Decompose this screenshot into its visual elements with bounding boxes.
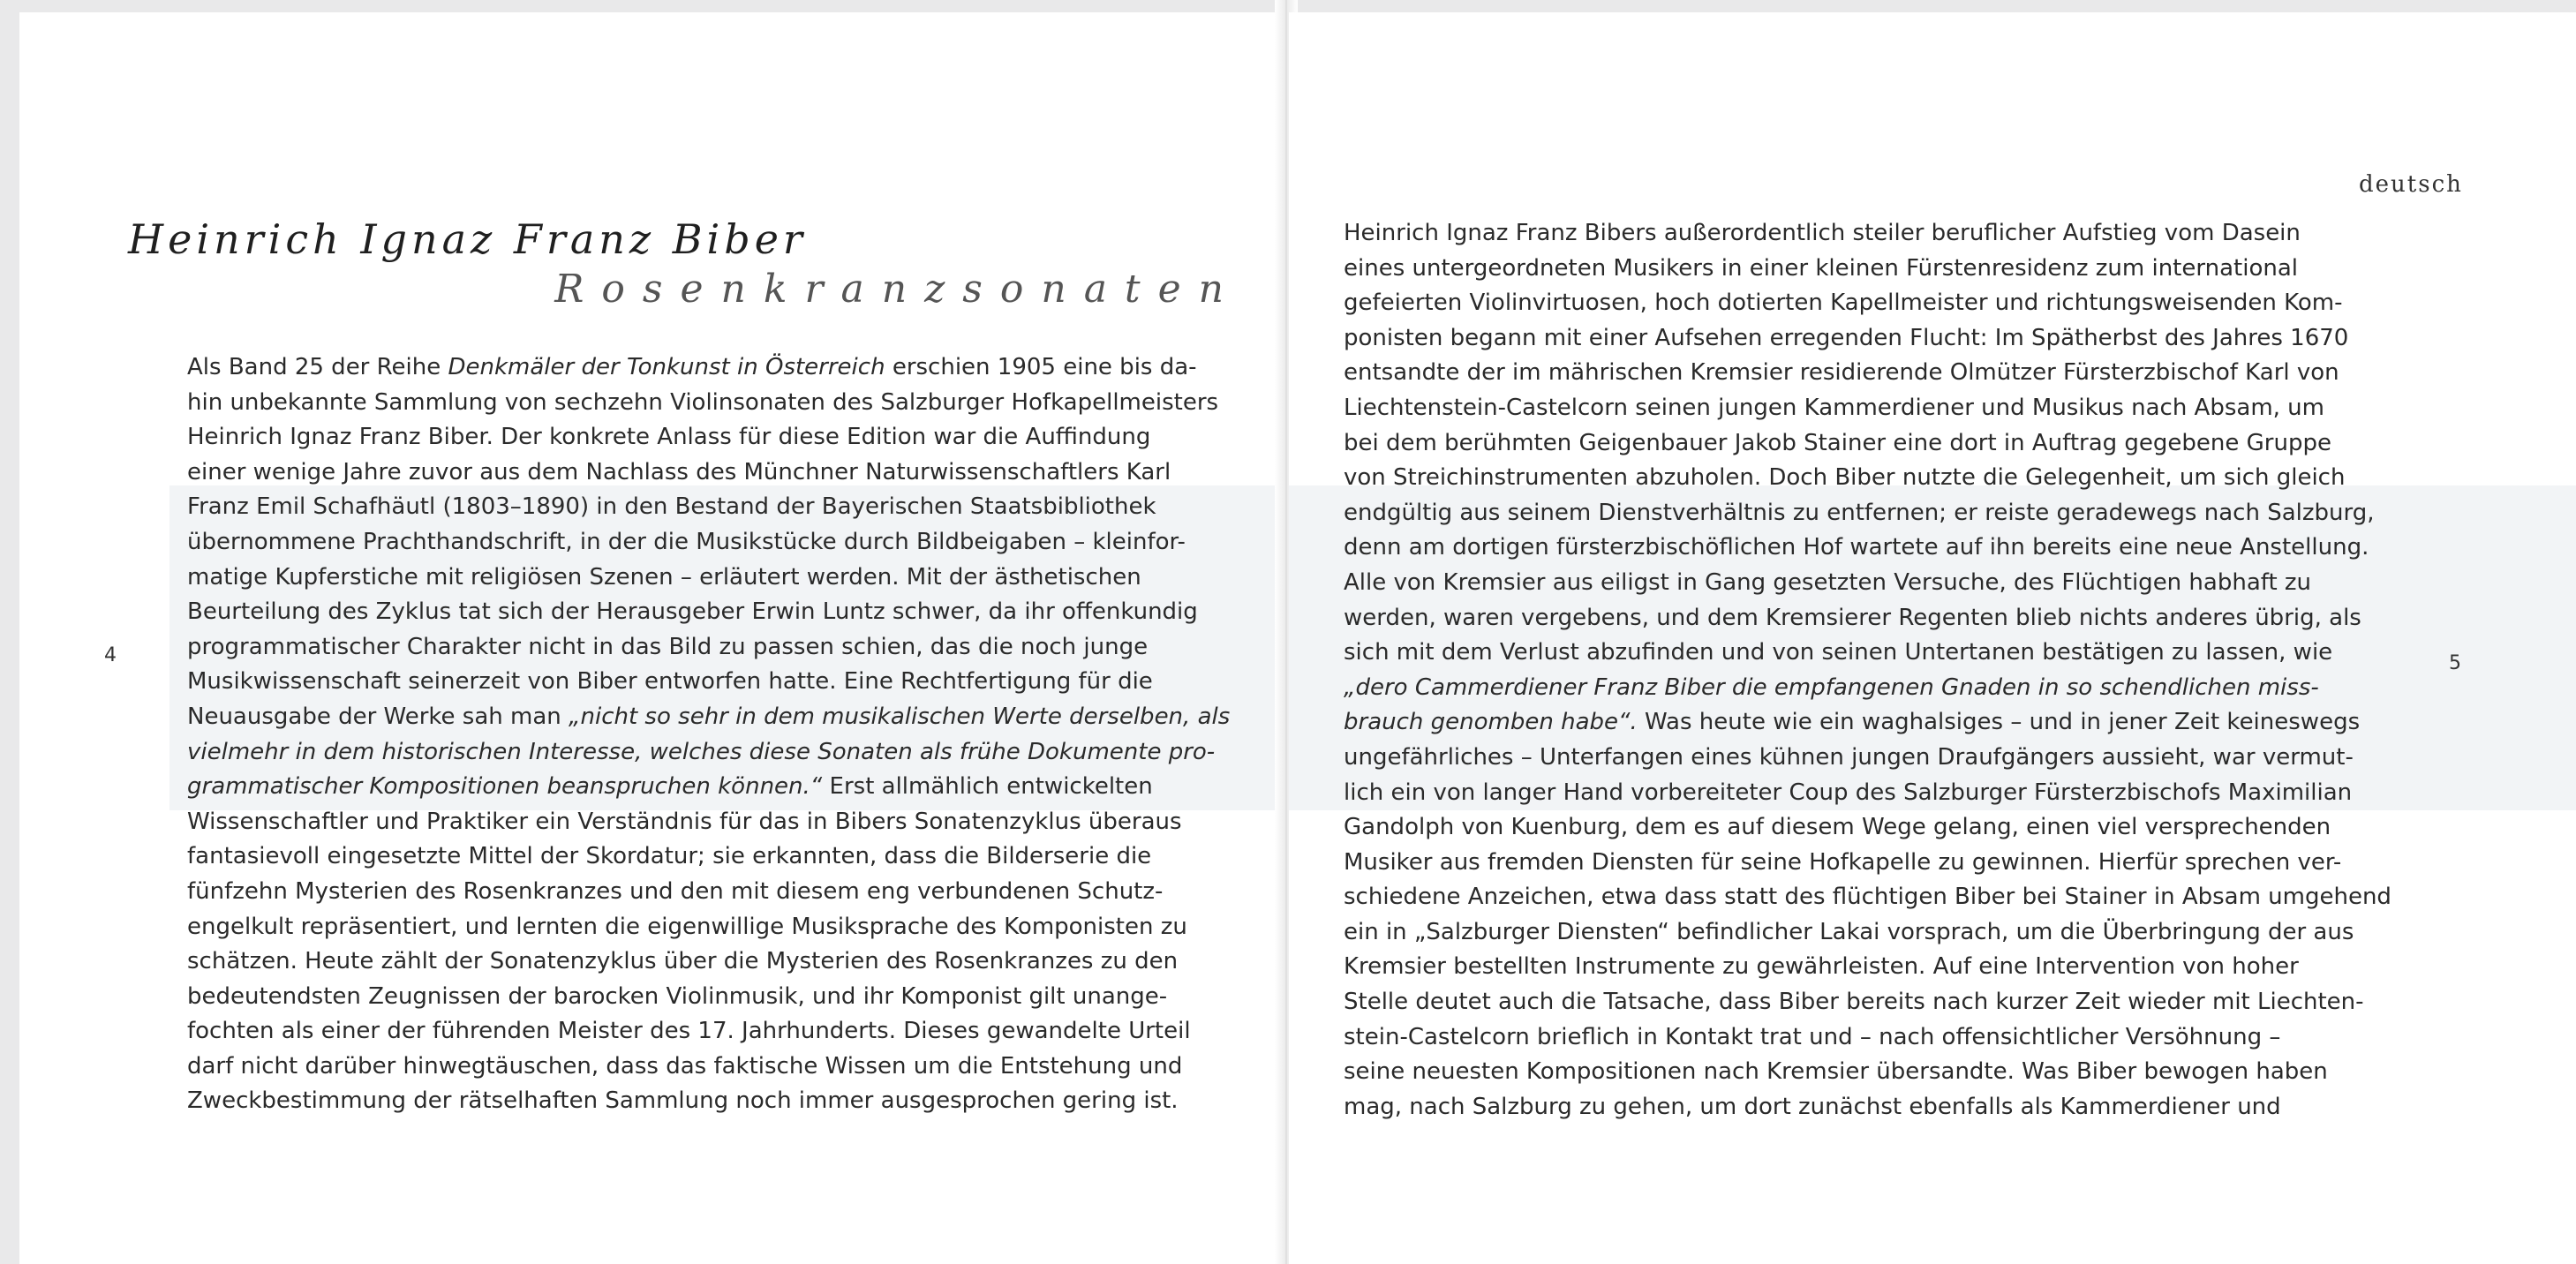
text-line xyxy=(187,770,1264,805)
text-segment: Zweckbestimmung der rätselhaften Sammlung noch immer ausgesprochen gering ist. xyxy=(187,1087,1179,1115)
text-segment: mag, nach Salzburg zu gehen, um dort zunächst ebenfalls als Kammerdiener und xyxy=(1344,1093,2281,1120)
text-segment: Neuausgabe der Werke sah man xyxy=(187,703,569,730)
text-line xyxy=(187,944,1264,980)
text-segment: Als Band 25 der Reihe xyxy=(187,354,448,380)
text-line xyxy=(1344,530,2447,566)
right-page xyxy=(1289,12,2576,1264)
text-segment: seine neuesten Kompositionen nach Kremsier übersandte. Was Biber bewogen haben xyxy=(1344,1058,2328,1086)
text-segment: Beurteilung des Zyklus tat sich der Herausgeber Erwin Luntz schwer, da ihr offenkundig xyxy=(187,598,1198,626)
text-line xyxy=(1344,426,2447,462)
right-body-text xyxy=(1344,216,2447,1125)
text-line xyxy=(187,700,1264,735)
text-line xyxy=(1344,1055,2447,1090)
text-line xyxy=(187,1014,1264,1050)
text-line xyxy=(1344,705,2447,741)
text-segment: Musiker aus fremden Diensten für seine Hofkapelle zu gewinnen. Hierfür sprechen ver- xyxy=(1344,848,2342,876)
text-segment: Alle von Kremsier aus eiligst in Gang gesetzten Versuche, des Flüchtigen habhaft zu xyxy=(1344,568,2312,596)
text-segment: bei dem berühmten Geigenbauer Jakob Stainer eine dort in Auftrag gegebene Gruppe xyxy=(1344,429,2331,456)
italic-segment: grammatischer Kompositionen beanspruchen können.“ xyxy=(187,773,823,801)
text-line xyxy=(1344,461,2447,496)
text-segment: fünfzehn Mysterien des Rosenkranzes und den mit diesem eng verbundenen Schutz- xyxy=(187,877,1164,905)
text-line xyxy=(187,386,1264,421)
text-line xyxy=(1344,880,2447,915)
text-segment: fantasievoll eingesetzte Mittel der Skordatur; sie erkannten, dass die Bilderserie die xyxy=(187,843,1152,870)
text-line xyxy=(187,561,1264,596)
text-segment: matige Kupferstiche mit religiösen Szenen – erläutert werden. Mit der ästhetischen xyxy=(187,563,1141,591)
text-segment: eines untergeordneten Musikers in einer kleinen Fürstenresidenz zum international xyxy=(1344,254,2298,282)
text-segment: von Streichinstrumenten abzuholen. Doch Biber nutzte die Gelegenheit, um sich gleich xyxy=(1344,464,2346,492)
text-segment: einer wenige Jahre zuvor aus dem Nachlass des Münchner Naturwissenschaftlers Karl xyxy=(187,458,1171,485)
text-segment: übernommene Prachthandschrift, in der die Musikstücke durch Bildbeigaben – kleinfor- xyxy=(187,528,1186,555)
text-line xyxy=(1344,636,2447,671)
text-line xyxy=(1344,601,2447,636)
text-line xyxy=(1344,1090,2447,1125)
text-line xyxy=(187,630,1264,666)
text-segment: Erst allmählich entwickelten xyxy=(822,773,1153,801)
text-line xyxy=(1344,286,2447,321)
italic-segment: „dero Cammerdiener Franz Biber die empfangenen Gnaden in so schendlichen miss- xyxy=(1344,673,2319,701)
text-line xyxy=(1344,950,2447,985)
text-line xyxy=(187,525,1264,561)
text-segment: ein in „Salzburger Diensten“ befindlicher Lakai vorsprach, um die Überbringung der aus xyxy=(1344,918,2354,945)
text-line xyxy=(1344,671,2447,706)
text-line xyxy=(1344,915,2447,951)
page-number-right: 5 xyxy=(2449,652,2461,674)
italic-segment: vielmehr in dem historischen Interesse, welches diese Sonaten als frühe Dokumente pro- xyxy=(187,738,1216,765)
text-segment: programmatischer Charakter nicht in das Bild zu passen schien, das die noch junge xyxy=(187,633,1149,660)
text-segment: sich mit dem Verlust abzufinden und von seinen Untertanen bestätigen zu lassen, wie xyxy=(1344,639,2333,666)
text-segment: darf nicht darüber hinwegtäuschen, dass das faktische Wissen um die Entstehung und xyxy=(187,1052,1183,1080)
text-line xyxy=(187,910,1264,945)
text-line xyxy=(1344,496,2447,531)
text-line xyxy=(1344,776,2447,811)
text-segment: Franz Emil Schafhäutl (1803–1890) in den Bestand der Bayerischen Staatsbibliothek xyxy=(187,493,1156,521)
text-line xyxy=(1344,985,2447,1020)
text-line xyxy=(187,1084,1264,1119)
text-segment: fochten als einer der führenden Meister des 17. Jahrhunderts. Dieses gewandelte Urteil xyxy=(187,1018,1191,1045)
text-segment: schiedene Anzeichen, etwa dass statt des flüchtigen Biber bei Stainer in Absam umgehend xyxy=(1344,884,2391,911)
text-line xyxy=(187,805,1264,840)
text-segment: Was heute wie ein waghalsiges – und in jener Zeit keineswegs xyxy=(1637,709,2361,736)
text-segment: werden, waren vergebens, und dem Kremsierer Regenten blieb nichts anderes übrig, als xyxy=(1344,604,2361,631)
text-segment: lich ein von langer Hand vorbereiteter Coup des Salzburger Fürsterzbischofs Maximilian xyxy=(1344,779,2353,806)
text-line xyxy=(187,665,1264,700)
text-line xyxy=(187,455,1264,491)
italic-segment: brauch genomben habe“. xyxy=(1344,709,1638,736)
text-line xyxy=(1344,216,2447,252)
text-segment: bedeutendsten Zeugnissen der barocken Violinmusik, und ihr Komponist gilt unange- xyxy=(187,982,1168,1010)
text-line xyxy=(187,980,1264,1015)
italic-segment: Denkmäler der Tonkunst in Österreich xyxy=(448,354,885,380)
text-segment: gefeierten Violinvirtuosen, hoch dotierten Kapellmeister und richtungsweisenden Kom- xyxy=(1344,290,2343,317)
text-line xyxy=(1344,846,2447,881)
left-body-text xyxy=(187,350,1264,1119)
text-segment: Heinrich Ignaz Franz Biber. Der konkrete Anlass für diese Edition war die Auffindung xyxy=(187,424,1151,451)
text-segment: Musikwissenschaft seinerzeit von Biber entworfen hatte. Eine Rechtfertigung für die xyxy=(187,668,1153,696)
text-line xyxy=(187,595,1264,630)
text-segment: Liechtenstein-Castelcorn seinen jungen Kammerdiener und Musikus nach Absam, um xyxy=(1344,394,2324,421)
text-line xyxy=(187,875,1264,910)
text-line xyxy=(1344,356,2447,391)
text-segment: Gandolph von Kuenburg, dem es auf diesem Wege gelang, einen viel versprechenden xyxy=(1344,814,2331,841)
text-segment: schätzen. Heute zählt der Sonatenzyklus über die Mysterien des Rosenkranzes zu den xyxy=(187,948,1179,975)
text-segment: Kremsier bestellten Instrumente zu gewährleisten. Auf eine Intervention von hoher xyxy=(1344,953,2299,981)
text-line xyxy=(187,735,1264,771)
text-line xyxy=(1344,321,2447,357)
left-page xyxy=(19,12,1284,1264)
text-segment: engelkult repräsentiert, und lernten die eigenwillige Musiksprache des Komponisten zu xyxy=(187,913,1187,940)
text-segment: endgültig aus seinem Dienstverhältnis zu entfernen; er reiste geradewegs nach Salzburg, xyxy=(1344,499,2375,526)
text-line xyxy=(187,490,1264,525)
text-line xyxy=(187,839,1264,875)
text-segment: hin unbekannte Sammlung von sechzehn Violinsonaten des Salzburger Hofkapellmeisters xyxy=(187,388,1219,416)
text-segment: denn am dortigen fürsterzbischöflichen Hof wartete auf ihn bereits eine neue Anstellung. xyxy=(1344,534,2369,561)
text-segment: Wissenschaftler und Praktiker ein Verständnis für das in Bibers Sonatenzyklus überaus xyxy=(187,808,1182,835)
text-line xyxy=(187,420,1264,455)
text-segment: erschien 1905 eine bis da- xyxy=(885,354,1197,380)
page-number-left: 4 xyxy=(104,644,117,666)
text-line xyxy=(1344,810,2447,846)
text-segment: Stelle deutet auch die Tatsache, dass Biber bereits nach kurzer Zeit wieder mit Liechten- xyxy=(1344,989,2364,1016)
text-line xyxy=(1344,252,2447,287)
text-line xyxy=(187,1050,1264,1085)
title-work: Rosenkranzsonaten xyxy=(554,267,1241,312)
text-segment: stein-Castelcorn brieflich in Kontakt trat und – nach offensichtlicher Versöhnung – xyxy=(1344,1023,2281,1050)
italic-segment: „nicht so sehr in dem musikalischen Werte derselben, als xyxy=(569,703,1231,730)
language-label: deutsch xyxy=(2359,171,2463,198)
text-line xyxy=(1344,741,2447,776)
text-line xyxy=(1344,1020,2447,1056)
text-segment: Heinrich Ignaz Franz Bibers außerordentlich steiler beruflicher Aufstieg vom Dasein xyxy=(1344,220,2301,246)
text-segment: entsandte der im mährischen Kremsier residierende Olmützer Fürsterzbischof Karl von xyxy=(1344,359,2339,387)
text-segment: ungefährliches – Unterfangen eines kühnen jungen Draufgängers aussieht, war vermut- xyxy=(1344,743,2354,771)
text-segment: ponisten begann mit einer Aufsehen erregenden Flucht: Im Spätherbst des Jahres 1670 xyxy=(1344,324,2349,351)
title-composer: Heinrich Ignaz Franz Biber xyxy=(128,215,807,263)
text-line xyxy=(1344,391,2447,426)
text-line xyxy=(187,350,1264,386)
text-line xyxy=(1344,566,2447,601)
